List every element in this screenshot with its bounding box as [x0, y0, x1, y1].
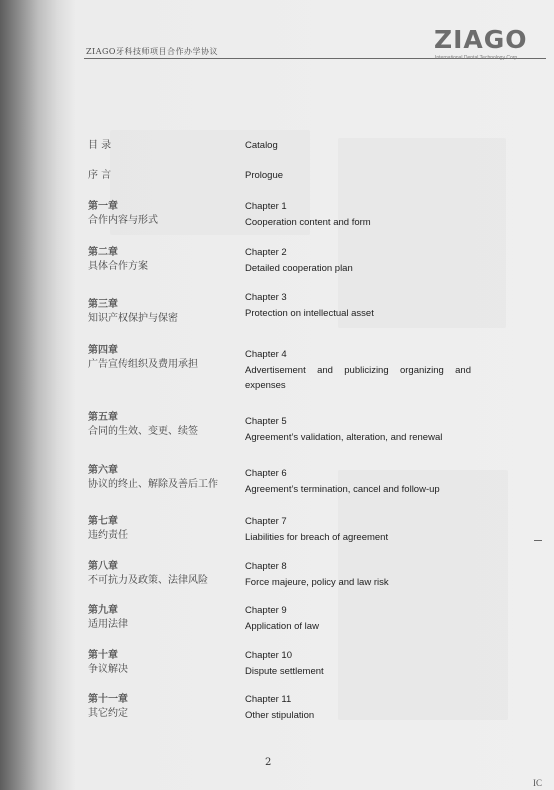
toc-en-chapter: Chapter 8 [245, 561, 287, 572]
toc-zh-title: 违约责任 [88, 530, 128, 541]
toc-en-entry [245, 245, 353, 276]
toc-zh-entry [88, 139, 111, 153]
toc-zh-entry [88, 464, 218, 492]
margin-mark [534, 540, 542, 541]
toc-zh-chapter: 第五章 [88, 412, 118, 423]
toc-en-chapter: Chapter 6 [245, 468, 287, 479]
toc-en-title: Detailed cooperation plan [245, 262, 353, 274]
toc-en-title: Protection on intellectual asset [245, 307, 374, 319]
toc-en-chapter: Chapter 4 [245, 349, 287, 360]
toc-en-entry [245, 168, 283, 184]
toc-en-chapter: Chapter 5 [245, 416, 287, 427]
toc-en-chapter: Chapter 3 [245, 292, 287, 303]
toc-zh-chapter: 第一章 [88, 201, 118, 212]
toc-zh-title: 目 录 [88, 140, 112, 151]
toc-en-title: Catalog [245, 140, 278, 151]
toc-en-title: Agreement’s termination, cancel and follow-up [245, 483, 440, 495]
toc-en-entry [245, 648, 324, 679]
toc-en-title: Liabilities for breach of agreement [245, 531, 389, 543]
toc-en-title: Advertisement and publicizing organizing and expenses [245, 364, 471, 391]
toc-en-title: Dispute settlement [245, 665, 324, 677]
toc-zh-entry [88, 693, 128, 721]
toc-en-entry [245, 466, 440, 497]
toc-en-entry [245, 414, 442, 445]
toc-zh-chapter: 第四章 [88, 345, 118, 356]
toc-zh-chapter: 第十章 [88, 650, 118, 661]
toc-zh-title: 知识产权保护与保密 [88, 313, 178, 324]
toc-zh-entry [88, 344, 198, 372]
toc-en-chapter: Chapter 1 [245, 201, 287, 212]
toc-zh-entry [88, 560, 208, 588]
toc-en-title: Application of law [245, 620, 319, 632]
toc-en-chapter: Chapter 11 [245, 694, 292, 705]
toc-zh-entry [88, 169, 111, 183]
toc-zh-entry [88, 200, 158, 228]
page-number: 2 [265, 757, 272, 768]
toc-zh-title: 广告宣传组织及费用承担 [88, 359, 198, 370]
toc-zh-entry [88, 298, 178, 326]
toc-zh-chapter: 第二章 [88, 247, 118, 258]
toc-en-entry [245, 692, 314, 723]
toc-en-chapter: Chapter 2 [245, 247, 287, 258]
toc-zh-entry [88, 246, 148, 274]
toc-en-chapter: Chapter 9 [245, 605, 287, 616]
toc-en-entry [245, 138, 278, 154]
toc-en-title: Agreement’s validation, alteration, and renewal [245, 431, 443, 443]
toc-zh-title: 不可抗力及政策、法律风险 [88, 575, 208, 586]
toc-en-chapter: Chapter 10 [245, 650, 293, 661]
toc-zh-chapter: 第十一章 [88, 694, 128, 705]
toc-en-entry [245, 290, 374, 321]
document-title: ZIAGO牙科技师项目合作办学协议 [86, 47, 218, 56]
toc-zh-entry [88, 649, 128, 677]
toc-en-entry [245, 514, 388, 545]
toc-zh-chapter: 第七章 [88, 516, 118, 527]
toc-en-chapter: Chapter 7 [245, 516, 287, 527]
toc-en-title: Cooperation content and form [245, 216, 371, 228]
bleed-through-text-block [338, 470, 508, 720]
logo-subtitle: International Dental Technology Corp. [435, 55, 519, 61]
toc-zh-title: 序 言 [88, 170, 112, 181]
toc-zh-title: 合同的生效、变更、续签 [88, 426, 198, 437]
toc-zh-title: 争议解决 [88, 664, 128, 675]
toc-en-title: Other stipulation [245, 709, 315, 721]
toc-en-entry [245, 603, 319, 634]
toc-zh-chapter: 第八章 [88, 561, 118, 572]
toc-zh-entry [88, 604, 128, 632]
toc-zh-title: 其它约定 [88, 708, 128, 719]
toc-zh-chapter: 第三章 [88, 299, 118, 310]
toc-en-title: Force majeure, policy and law risk [245, 576, 389, 588]
toc-zh-title: 协议的终止、解除及善后工作 [88, 479, 218, 490]
toc-zh-chapter: 第六章 [88, 465, 118, 476]
toc-zh-title: 适用法律 [88, 619, 128, 630]
toc-zh-title: 具体合作方案 [88, 261, 148, 272]
toc-zh-entry [88, 411, 198, 439]
toc-en-entry [245, 559, 389, 590]
toc-en-entry [245, 199, 371, 230]
toc-en-title: Prologue [245, 170, 284, 181]
toc-zh-entry [88, 515, 128, 543]
toc-zh-chapter: 第九章 [88, 605, 118, 616]
toc-en-entry [245, 347, 471, 394]
handwritten-mark: IC [533, 778, 542, 788]
ziago-logo: ZIAGO [434, 25, 528, 54]
toc-zh-title: 合作内容与形式 [88, 215, 158, 226]
